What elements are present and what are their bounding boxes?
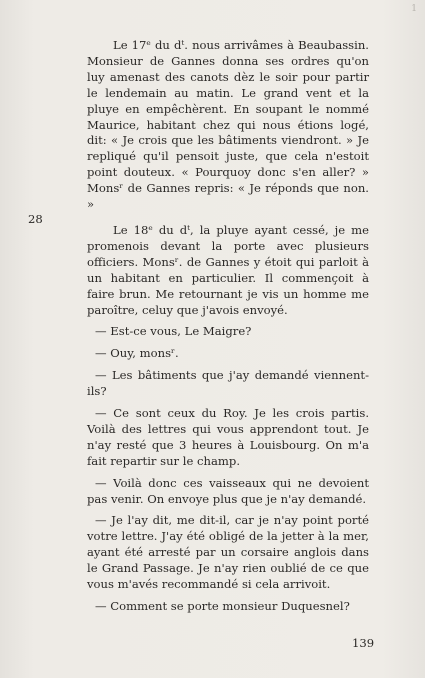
paragraph-rain-stopped: Le 18ᵉ du dᵗ, la pluye ayant cessé, je me promenois devant la porte avec plusieurs officiers. Monsʳ. de Gannes y étoit qui parloit à un habitant en particulier. Il commençoit à faire brun. Me retournant je vis un homme me paroître, celuy que j'avois envoyé. [87, 222, 369, 317]
dialogue-line: — Voilà donc ces vaisseaux qui ne devoient pas venir. On envoye plus que je n'ay demandé. [87, 475, 369, 506]
corner-mark: 1 [411, 4, 417, 14]
dialogue-line: — Ce sont ceux du Roy. Je les crois partis. Voilà des lettres qui vous apprendont tout. Je n'ay resté que 3 heures à Louisbourg. On m'a fait repartir sur le champ. [87, 406, 369, 468]
dialogue-line: — Les bâtiments que j'ay demandé viennent-ils? [87, 368, 369, 399]
margin-line-number: 28 [28, 212, 43, 226]
dialogue-line: — Comment se porte monsieur Duquesnel? [95, 599, 350, 613]
dialogue-line: — Ouy, monsʳ. [95, 346, 179, 361]
dialogue-line: — Est-ce vous, Le Maigre? [95, 324, 252, 339]
page-number: 139 [352, 636, 375, 650]
body-text [87, 38, 369, 621]
paragraph-arrival-beaubassin: Le 17ᵉ du dᵗ. nous arrivâmes à Beaubassin. Monsieur de Gannes donna ses ordres qu'on luy amenast des canots dèz le soir pour partir le lendemain au matin. Le grand vent et la pluye en empêchèrent. En soupant le nommé Maurice, habitant chez qui nous étions logé, dit: « Je crois que les bâtiments viendront. » Je repliqué qu'il pensoit juste, que cela n'estoit point douteux. « Pourquoy donc s'en aller? » Monsʳ de Gannes repris: « Je réponds que non. » [87, 38, 369, 212]
dialogue-line: — Je l'ay dit, me dit-il, car je n'ay point porté votre lettre. J'ay été obligé de la jetter à la mer, ayant été arresté par un corsaire anglois dans le Grand Passage. Je n'ay rien oublié de ce que vous m'avés recommandé si cela arrivoit. [87, 513, 369, 592]
